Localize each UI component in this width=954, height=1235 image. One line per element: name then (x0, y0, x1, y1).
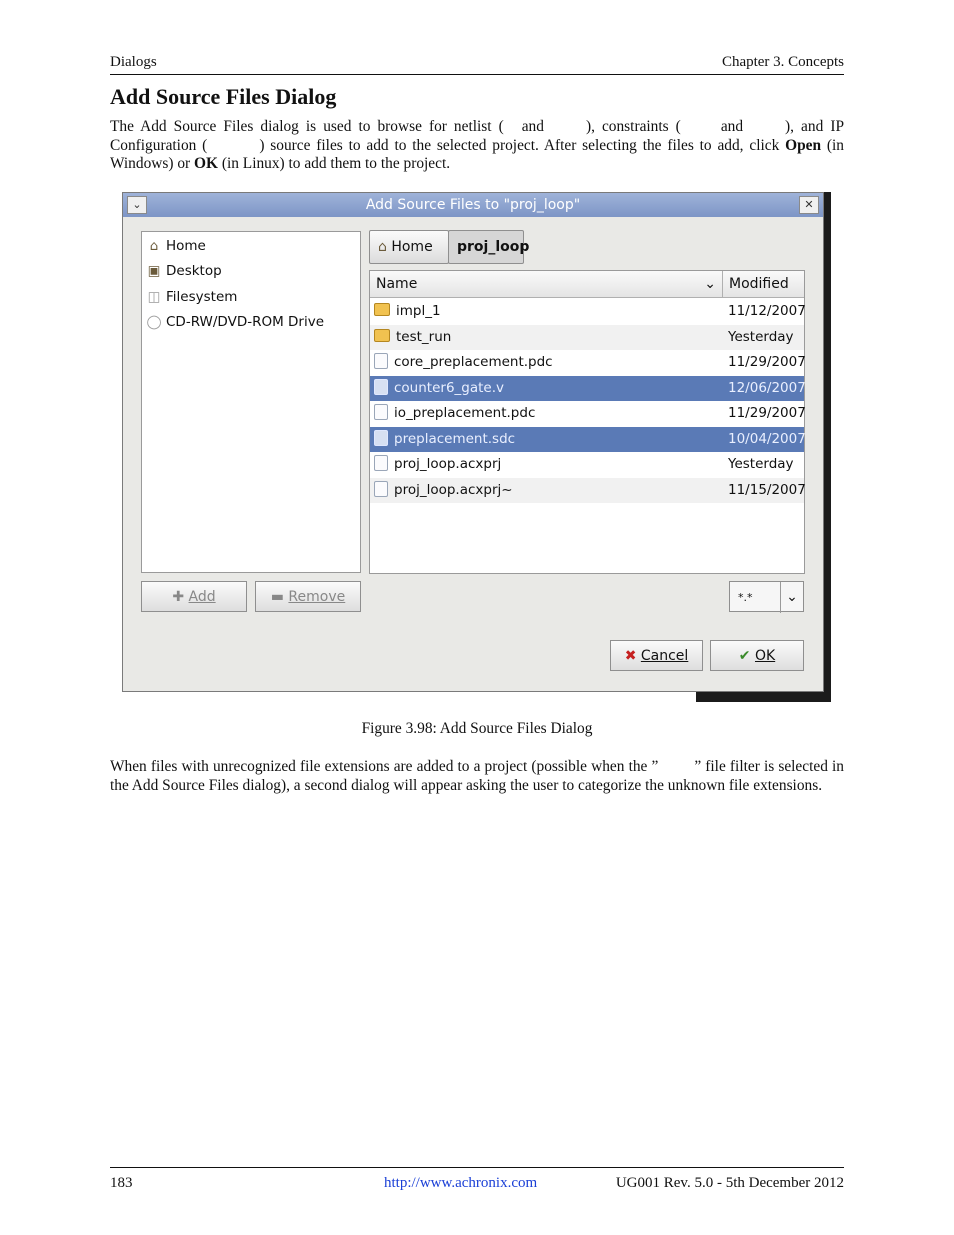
file-row-selected[interactable]: counter6_gate.v 12/06/2007 (370, 376, 804, 402)
column-name-header[interactable]: Name ⌄ (370, 271, 723, 298)
website-link[interactable]: http://www.achronix.com (384, 1175, 538, 1191)
file-row-selected[interactable]: preplacement.sdc 10/04/2007 (370, 427, 804, 453)
file-icon (374, 404, 388, 420)
place-home[interactable]: ⌂ Home (146, 235, 206, 257)
desktop-icon: ▣ (147, 263, 161, 279)
add-source-files-dialog (122, 192, 824, 692)
intro-paragraph: The Add Source Files dialog is used to browse for netlist ( and ), constraints ( and ), and IP Configuration ( ) source files to add to the selected project. After selecting the files to add, click Open (in Windows) or OK (in Linux) to add them to the project. (110, 118, 844, 172)
chevron-down-icon: ⌄ (704, 276, 716, 292)
file-row[interactable]: proj_loop.acxprj Yesterday (370, 452, 804, 478)
page-header (110, 54, 844, 75)
file-row[interactable]: core_preplacement.pdc 11/29/2007 (370, 350, 804, 376)
remove-button[interactable]: ▬ Remove (255, 581, 361, 612)
places-panel (141, 231, 361, 573)
page-number: 183 (110, 1175, 133, 1191)
file-icon (374, 353, 388, 369)
close-button[interactable] (799, 196, 819, 214)
header-chapter: Chapter 3. Concepts (721, 54, 844, 70)
file-icon (374, 430, 388, 446)
section-title: Add Source Files Dialog (110, 84, 337, 109)
dialog-titlebar (123, 193, 823, 217)
close-icon: ✕ (804, 198, 814, 211)
header-section: Dialogs (110, 54, 157, 70)
file-row[interactable]: impl_1 11/12/2007 (370, 299, 804, 325)
figure-caption: Figure 3.98: Add Source Files Dialog (361, 720, 593, 737)
file-icon (374, 481, 388, 497)
path-proj-loop-button[interactable]: proj_loop (448, 230, 524, 264)
file-row[interactable]: io_preplacement.pdc 11/29/2007 (370, 401, 804, 427)
folder-icon (374, 329, 390, 342)
file-filter-select[interactable]: *.* ⌄ (729, 581, 804, 612)
home-icon: ⌂ (149, 238, 159, 254)
dialog-title: Add Source Files to "proj_loop" (365, 197, 581, 213)
file-icon (374, 379, 388, 395)
file-row[interactable]: proj_loop.acxprj~ 11/15/2007 (370, 478, 804, 504)
disc-icon: ◯ (146, 314, 162, 330)
home-icon: ⌂ (378, 239, 387, 255)
file-icon (374, 455, 388, 471)
page-footer (110, 1167, 844, 1192)
column-modified-header[interactable]: Modified (723, 271, 804, 298)
checkmark-icon: ✔ (738, 648, 751, 664)
document-revision: UG001 Rev. 5.0 - 5th December 2012 (615, 1175, 844, 1191)
path-home-button[interactable]: ⌂ Home (369, 230, 449, 264)
file-list (369, 270, 805, 574)
cancel-button[interactable]: ✖ Cancel (610, 640, 703, 671)
cancel-icon: ✖ (624, 648, 637, 664)
chevron-down-icon: ⌄ (132, 198, 142, 211)
drive-icon: ◫ (147, 289, 161, 305)
add-icon: ✚ (172, 589, 185, 605)
place-desktop[interactable]: ▣ Desktop (146, 260, 222, 282)
ok-button[interactable]: ✔ OK (710, 640, 804, 671)
file-row[interactable]: test_run Yesterday (370, 325, 804, 351)
body-paragraph: When files with unrecognized file extensions are added to a project (possible when the ” ” file filter is selected in the Add Source Files dialog), a second dialog will appear asking the user to categorize the unknown file extensions. (110, 758, 844, 794)
add-button[interactable]: ✚ Add (141, 581, 247, 612)
chevron-down-icon: ⌄ (780, 582, 803, 613)
folder-icon (374, 303, 390, 316)
remove-icon: ▬ (270, 589, 284, 605)
place-filesystem[interactable]: ◫ Filesystem (146, 286, 237, 308)
place-cdrom[interactable]: ◯ CD-RW/DVD-ROM Drive (146, 311, 324, 333)
